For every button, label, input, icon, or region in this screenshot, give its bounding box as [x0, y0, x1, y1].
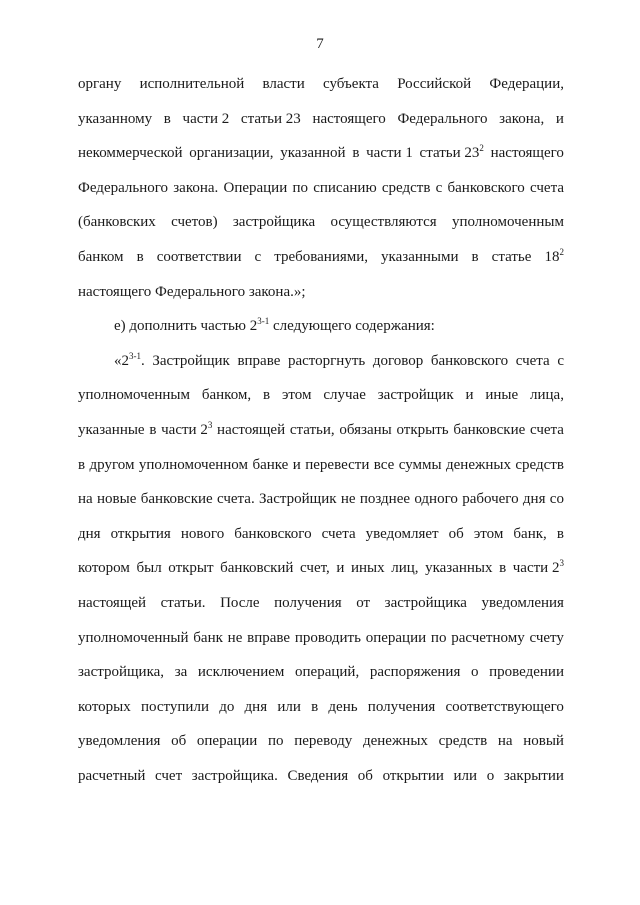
word: средств — [381, 179, 431, 196]
word: указанными — [381, 248, 459, 265]
word: в — [556, 525, 564, 542]
text-line — [78, 690, 564, 725]
word: новые — [97, 491, 137, 508]
word: соответствии — [156, 248, 242, 265]
word: по — [430, 629, 447, 646]
word: со — [549, 491, 564, 508]
word: о — [471, 664, 479, 681]
word: об — [448, 525, 464, 542]
word: об — [357, 767, 373, 784]
word: распоряжения — [369, 664, 461, 681]
text-line — [78, 621, 564, 656]
word: которых — [78, 698, 131, 715]
word: банковского — [234, 525, 312, 542]
word: на — [497, 733, 513, 750]
word: Российской — [397, 76, 472, 92]
word: проведении — [489, 664, 564, 681]
word: застройщика — [384, 594, 467, 611]
word: и — [292, 456, 301, 473]
word: открытии — [382, 767, 444, 784]
word: от — [356, 594, 371, 611]
word: счета — [530, 421, 564, 438]
word: застройщика, — [78, 664, 165, 681]
word: и — [555, 110, 564, 127]
word: власти — [262, 76, 305, 92]
word: требованиями, — [274, 248, 369, 265]
word: части $2^3$ — [161, 419, 213, 438]
word: настоящего — [490, 145, 564, 162]
word: настоящей — [78, 594, 147, 611]
word: в — [136, 248, 144, 265]
text-line — [78, 240, 564, 275]
word: счету — [529, 629, 564, 646]
word: «2$^{3-1}$. — [114, 350, 145, 369]
word: соответствующего — [445, 698, 564, 715]
word: счетов) — [171, 214, 218, 231]
word: организации, — [189, 145, 274, 162]
word: некоммерческой — [78, 145, 183, 162]
word: все — [373, 456, 395, 473]
word: статьи. — [160, 594, 206, 611]
word: закрытии — [503, 767, 564, 784]
word: расчетный — [78, 767, 146, 784]
word: банком — [78, 248, 124, 265]
text-line — [78, 275, 564, 310]
text-line — [78, 482, 564, 517]
word: указанные — [78, 421, 145, 438]
word: банк, — [513, 525, 547, 542]
word: банковские — [453, 421, 526, 438]
word: проводить — [294, 629, 361, 646]
word: уполномоченным — [78, 387, 190, 404]
text-line — [78, 136, 564, 171]
word: застройщик — [377, 387, 454, 404]
word: расторгнуть — [287, 352, 366, 369]
text-line — [78, 551, 564, 586]
word: Федерального — [78, 179, 169, 196]
word: средств — [515, 456, 564, 473]
word: до — [219, 698, 235, 715]
word: дня — [78, 525, 101, 542]
word: и — [336, 560, 345, 577]
word: нового — [180, 525, 225, 542]
word: по — [292, 179, 308, 196]
word: и — [465, 387, 474, 404]
word: за — [174, 664, 188, 681]
word: лица, — [530, 387, 564, 404]
word: в — [311, 698, 319, 715]
word: с — [557, 352, 564, 369]
text-line — [78, 378, 564, 413]
word: указанному — [78, 110, 153, 127]
word: расчетному — [451, 629, 525, 646]
word: получения — [274, 594, 342, 611]
word: денежных — [446, 456, 511, 473]
word: средств — [438, 733, 488, 750]
word: случае — [323, 387, 366, 404]
word: закона. — [173, 179, 219, 196]
word: перевести — [305, 456, 370, 473]
word: части $2^3$ — [512, 558, 564, 577]
word: рабочего — [462, 491, 519, 508]
word: этом — [281, 387, 312, 404]
word: счета — [515, 352, 550, 369]
word: счет, — [300, 560, 330, 577]
text-line — [78, 171, 564, 206]
text-line — [78, 344, 564, 379]
word: банковского — [447, 179, 525, 196]
word: об — [171, 733, 187, 750]
word: уполномоченным — [451, 214, 564, 231]
word: закона, — [499, 110, 545, 127]
word: субъекта — [323, 76, 379, 92]
word: получения — [367, 698, 436, 715]
word: в — [149, 421, 157, 438]
word: счета — [530, 179, 564, 196]
word: банке — [252, 456, 289, 473]
word: котором — [78, 560, 130, 577]
text-line — [78, 448, 564, 483]
word: банковского — [430, 352, 509, 369]
word: в — [499, 560, 507, 577]
word: счет — [155, 767, 183, 784]
word: счета — [321, 525, 356, 542]
word: о — [486, 767, 495, 784]
word: осуществляются — [330, 214, 437, 231]
word: переводу — [294, 733, 353, 750]
word: застройщика. — [191, 767, 278, 784]
text-line — [78, 586, 564, 621]
document-body — [78, 67, 564, 793]
word: После — [220, 594, 260, 611]
word: статьи 23 — [240, 110, 301, 127]
word: этом — [473, 525, 504, 542]
word: в — [163, 110, 171, 127]
word: операции — [196, 733, 258, 750]
word: вправе — [247, 629, 291, 646]
word: списанию — [313, 179, 377, 196]
word: обязаны — [339, 421, 392, 438]
word: лиц, — [391, 560, 419, 577]
word: застройщика — [232, 214, 316, 231]
word: с — [435, 179, 443, 196]
word: в — [471, 248, 479, 265]
word: (банковских — [78, 214, 156, 231]
word: поступили — [140, 698, 209, 715]
word: вправе — [237, 352, 281, 369]
word: части 2 — [182, 110, 230, 127]
text-line — [78, 67, 564, 102]
word: статьи, — [289, 421, 335, 438]
word: день — [328, 698, 358, 715]
word: счета. — [217, 491, 255, 508]
word: настоящего — [312, 110, 386, 127]
word: уполномоченный — [78, 629, 189, 646]
text-line — [78, 205, 564, 240]
word: суммы — [398, 456, 442, 473]
word: открыть — [396, 421, 449, 438]
word: Операции — [223, 179, 288, 196]
word: денежных — [362, 733, 428, 750]
word: или — [453, 767, 478, 784]
word: части 1 — [366, 145, 413, 162]
word: не — [340, 491, 356, 508]
word: статье — [491, 248, 532, 265]
word: с — [254, 248, 262, 265]
word: открытия — [110, 525, 171, 542]
word: по — [268, 733, 284, 750]
word: исполнительной — [139, 76, 245, 92]
word: в — [78, 456, 86, 473]
word: банковские — [140, 491, 213, 508]
word: Застройщик — [152, 352, 230, 369]
word: банковский — [220, 560, 294, 577]
text-line — [78, 759, 564, 794]
word: иных — [350, 560, 385, 577]
word: $18^2$ — [544, 246, 564, 265]
text-line — [78, 517, 564, 552]
word: другом — [89, 456, 135, 473]
word: Сведения — [287, 767, 349, 784]
word: уведомления — [78, 733, 161, 750]
text-line — [78, 724, 564, 759]
word: указанной — [280, 145, 346, 162]
word: операций, — [295, 664, 360, 681]
word: указанных — [425, 560, 493, 577]
word: договор — [372, 352, 424, 369]
word: уполномоченном — [138, 456, 249, 473]
word: открыт — [168, 560, 214, 577]
text-line — [78, 655, 564, 690]
page-number: 7 — [316, 36, 324, 52]
word: е) дополнить частью 2$^{3-1}$ следующего содержания: — [114, 316, 435, 335]
word: настоящей — [217, 421, 286, 438]
text-line — [78, 309, 564, 344]
word: на — [78, 491, 93, 508]
word: иные — [485, 387, 519, 404]
word: дня — [244, 698, 268, 715]
word: Федерального — [397, 110, 488, 127]
word: уведомления — [481, 594, 564, 611]
word: Федерации, — [489, 76, 564, 92]
word: органу — [78, 76, 122, 92]
word: позднее — [359, 491, 411, 508]
word: одного — [414, 491, 458, 508]
word: дня — [522, 491, 546, 508]
word: новый — [523, 733, 564, 750]
word: или — [277, 698, 301, 715]
word: исключением — [197, 664, 285, 681]
word: в — [263, 387, 271, 404]
word: банк — [193, 629, 223, 646]
word: настоящего Федерального закона.»; — [78, 283, 306, 300]
word: уведомляет — [365, 525, 439, 542]
word: операции — [365, 629, 427, 646]
word: не — [227, 629, 243, 646]
word: в — [352, 145, 360, 162]
text-line — [78, 102, 564, 137]
word: был — [136, 560, 162, 577]
text-line — [78, 413, 564, 448]
word: Застройщик — [259, 491, 337, 508]
word: статьи $23^2$ — [419, 143, 484, 162]
word: банком, — [201, 387, 252, 404]
